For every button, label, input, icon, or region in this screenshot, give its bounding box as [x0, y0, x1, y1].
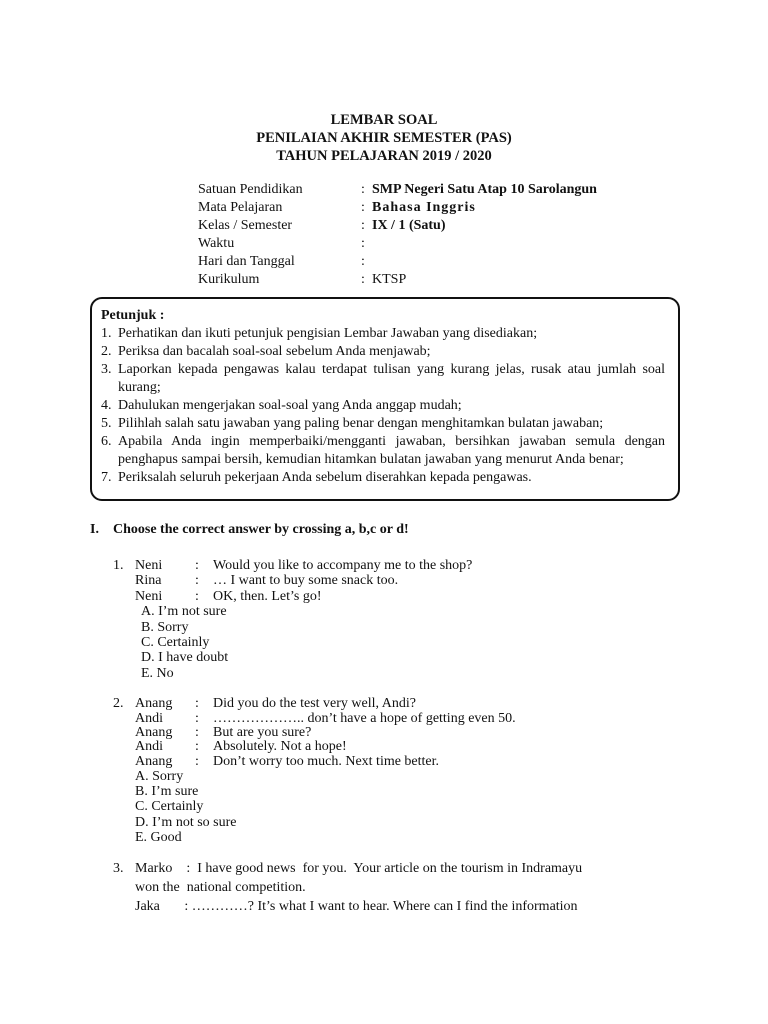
dialog-colon: :	[195, 725, 199, 740]
instruction-item	[101, 415, 665, 433]
dialog-line	[0, 754, 768, 770]
info-value: KTSP	[372, 272, 407, 287]
question-line: Jaka : …………? It’s what I want to hear. Where can I find the information	[135, 899, 578, 914]
info-colon: :	[361, 200, 365, 215]
dialog-line	[0, 696, 768, 712]
speaker: Neni	[135, 558, 163, 573]
instruction-item	[101, 325, 665, 343]
info-colon: :	[361, 254, 365, 269]
instruction-text: Laporkan kepada pengawas kalau terdapat tulisan yang kurang jelas, rusak atau jumlah soal kurang;	[118, 362, 665, 395]
speaker: Anang	[135, 754, 173, 769]
speaker: Andi	[135, 739, 163, 754]
info-label: Waktu	[198, 236, 235, 251]
dialog-text: Don’t worry too much. Next time better.	[213, 754, 440, 769]
info-value: Bahasa Inggris	[372, 200, 476, 215]
option-c: C. Certainly	[135, 799, 204, 814]
exam-title: PENILAIAN AKHIR SEMESTER (PAS)	[256, 130, 512, 146]
info-label: Kelas / Semester	[198, 218, 293, 233]
dialog-colon: :	[195, 696, 199, 711]
section-number: I.	[90, 522, 99, 537]
option-d: D. I have doubt	[141, 650, 229, 665]
instruction-number: 2.	[101, 344, 112, 359]
instruction-number: 5.	[101, 416, 112, 431]
instruction-item	[101, 433, 665, 469]
option-b: B. I’m sure	[135, 784, 199, 799]
instruction-number: 4.	[101, 398, 112, 413]
dialog-line	[0, 558, 768, 574]
question-text: Marko : I have good news for you. Your article on the tourism in Indramayu	[135, 861, 583, 876]
dialog-colon: :	[195, 711, 199, 726]
speaker: Anang	[135, 696, 173, 711]
info-value: SMP Negeri Satu Atap 10 Sarolangun	[372, 182, 597, 197]
info-colon: :	[361, 182, 365, 197]
instruction-number: 1.	[101, 326, 112, 341]
dialog-colon: :	[195, 589, 199, 604]
speaker: Andi	[135, 711, 163, 726]
info-label: Hari dan Tanggal	[198, 254, 295, 269]
dialog-text: ……………….. don’t have a hope of getting even 50.	[213, 711, 516, 726]
instruction-text: Apabila Anda ingin memperbaiki/mengganti jawaban, bersihkan jawaban semula dengan penghapus sampai bersih, kemudian hitamkan bulatan jawaban yang menurut Anda benar;	[118, 434, 665, 467]
question-line: won the national competition.	[135, 880, 306, 895]
instruction-item	[101, 469, 665, 487]
dialog-text: Would you like to accompany me to the shop?	[213, 558, 473, 573]
instruction-item	[101, 397, 665, 415]
info-colon: :	[361, 218, 365, 233]
question-number: 3.	[113, 861, 124, 876]
option-d: D. I’m not so sure	[135, 815, 237, 830]
dialog-text: OK, then. Let’s go!	[213, 589, 322, 604]
dialog-colon: :	[195, 558, 199, 573]
instruction-text: Pilihlah salah satu jawaban yang paling benar dengan menghitamkan bulatan jawaban;	[118, 416, 604, 431]
speaker: Rina	[135, 573, 162, 588]
question-line	[0, 861, 768, 877]
speaker: Anang	[135, 725, 173, 740]
dialog-line	[0, 589, 768, 605]
option-a: A. Sorry	[135, 769, 184, 784]
instruction-number: 6.	[101, 434, 112, 449]
option-e: E. No	[141, 666, 174, 681]
dialog-colon: :	[195, 573, 199, 588]
info-label: Satuan Pendidikan	[198, 182, 303, 197]
question-number: 2.	[113, 696, 124, 711]
speaker: Neni	[135, 589, 163, 604]
instruction-number: 7.	[101, 470, 112, 485]
dialog-text: Did you do the test very well, Andi?	[213, 696, 416, 711]
instruction-text: Periksalah seluruh pekerjaan Anda sebelum diserahkan kepada pengawas.	[118, 470, 532, 485]
sheet-title: LEMBAR SOAL	[330, 112, 438, 128]
instruction-text: Perhatikan dan ikuti petunjuk pengisian Lembar Jawaban yang disediakan;	[118, 326, 538, 341]
info-value: IX / 1 (Satu)	[372, 218, 446, 233]
instruction-number: 3.	[101, 362, 112, 377]
info-colon: :	[361, 236, 365, 251]
dialog-colon: :	[195, 754, 199, 769]
instructions-title: Petunjuk :	[101, 308, 165, 323]
info-colon: :	[361, 272, 365, 287]
dialog-text: But are you sure?	[213, 725, 312, 740]
academic-year: TAHUN PELAJARAN 2019 / 2020	[276, 148, 492, 164]
dialog-line	[0, 739, 768, 755]
option-c: C. Certainly	[141, 635, 210, 650]
info-label: Kurikulum	[198, 272, 260, 287]
dialog-text: Absolutely. Not a hope!	[213, 739, 347, 754]
dialog-text: … I want to buy some snack too.	[213, 573, 399, 588]
dialog-line	[0, 573, 768, 589]
option-e: E. Good	[135, 830, 182, 845]
option-a: A. I’m not sure	[141, 604, 227, 619]
dialog-colon: :	[195, 739, 199, 754]
info-label: Mata Pelajaran	[198, 200, 283, 215]
question-number: 1.	[113, 558, 124, 573]
instruction-text: Periksa dan bacalah soal-soal sebelum Anda menjawab;	[118, 344, 431, 359]
instruction-text: Dahulukan mengerjakan soal-soal yang Anda anggap mudah;	[118, 398, 462, 413]
instruction-item	[101, 343, 665, 361]
instruction-item	[101, 361, 665, 397]
option-b: B. Sorry	[141, 620, 189, 635]
section-instruction: Choose the correct answer by crossing a, b,c or d!	[113, 522, 409, 537]
